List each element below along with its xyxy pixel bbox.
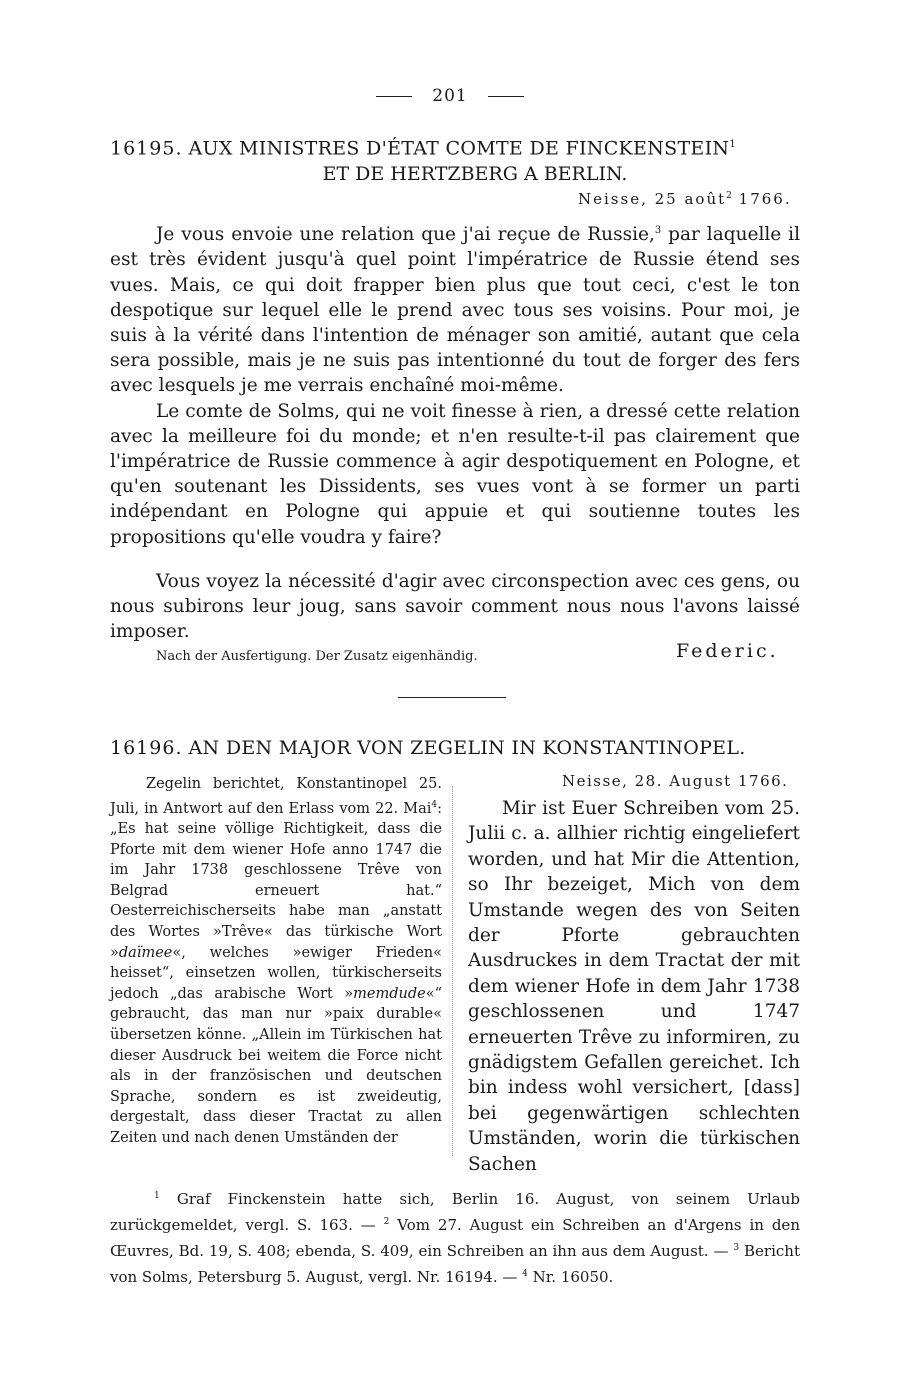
letter-1-dateline-footnote-mark: 2 xyxy=(726,191,732,201)
letter-1-paragraph-1-start: Je vous envoie une relation que j'ai reçue de Russie, xyxy=(156,224,655,246)
letter-2-summary-term-daimee: daïmee xyxy=(118,944,173,961)
footnote-1: Graf Finckenstein hatte sich, Berlin 16. August, von seinem Urlaub zurückgemeldet, vergl. S. 163. — xyxy=(110,1190,800,1234)
letter-1-paragraph-1 xyxy=(110,218,800,399)
letter-1-title-part-2: ET DE HERTZBERG A BERLIN. xyxy=(322,163,628,186)
page-number: 201 xyxy=(432,86,468,106)
letter-1-heading xyxy=(110,132,800,187)
letter-2-body-text: Mir ist Euer Schreiben vom 25. Julii c. a. allhier richtig eingeliefert worden, und hat Mir die Attention, so Ihr bezeiget, Mich von dem Umstande wegen des von Seiten der Pforte gebrauchten Ausdruckes in dem Tractat der mit dem wiener Hofe in dem Jahr 1738 geschlossenen und 1747 erneuerten Trêve zu informiren, zu gnädigstem Gefallen gereichet. Ich bin indess wohl versichert, [dass] bei gegenwärtigen schlechten Umständen, worin die türkischen Sachen xyxy=(468,798,800,1175)
footnote-1-mark: 1 xyxy=(154,1191,160,1201)
letter-2-title: AN DEN MAJOR VON ZEGELIN IN KONSTANTINOPEL. xyxy=(188,737,746,759)
letter-1-paragraph-1-rest: par laquelle il est très évident jusqu'à quel point l'impératrice de Russie étend ses vues. Mais, ce qui doit frapper bien plus que tout ceci, c'est le ton despotique sur lequel elle le prend avec tous ses voisins. Pour moi, je suis à la vérité dans l'intention de ménager son amitié, autant que cela sera possible, mais je ne suis pas intentionné du tout de forger des fers avec lesquels je me verrais enchaîné moi-même. xyxy=(110,224,800,397)
footnote-4-mark: 4 xyxy=(522,1269,528,1279)
letter-1-paragraph-1-footnote-mark: 3 xyxy=(654,225,662,236)
letter-2-summary-part-4: «“ gebraucht, das man nur »paix durable« übersetzen könne. „Allein im Türkischen hat dieser Ausdruck bei weitem die Force nicht als in der französischen und deutschen Sprache, sondern es ist zweideutig, dergestalt, dass dieser Tractat zu allen Zeiten und nach denen Umständen der xyxy=(110,985,442,1146)
page-number-dash-right xyxy=(488,96,524,97)
letter-1-paragraph-3: Vous voyez la nécessité d'agir avec circonspection avec ces gens, ou nous subirons leur joug, sans savoir comment nous nous l'avons laissé imposer. xyxy=(110,570,800,643)
letter-1-heading-line-1 xyxy=(110,132,800,161)
footnote-3-mark: 3 xyxy=(733,1243,740,1253)
footnotes xyxy=(110,1185,800,1289)
letter-1-source-note: Nach der Ausfertigung. Der Zusatz eigenhändig. xyxy=(156,649,478,664)
footnote-2-mark: 2 xyxy=(383,1217,390,1227)
footnotes-text xyxy=(110,1185,800,1289)
footnote-4: Nr. 16050. xyxy=(532,1268,614,1286)
letter-1-body xyxy=(110,218,800,644)
letter-2-summary-footnote-mark: 4 xyxy=(431,799,438,810)
letter-1-dateline-place: Neisse, xyxy=(578,190,648,208)
letter-2-body xyxy=(468,796,800,1177)
letter-2-summary-text xyxy=(110,774,442,1149)
page-number-line xyxy=(0,86,900,106)
footnote-2: Vom 27. August ein Schreiben an d'Argens in den Œuvres, Bd. 19, S. 408; ebenda, S. 409, ein Schreiben an ihn aus dem August. — xyxy=(110,1216,800,1260)
letter-2-number: 16196. xyxy=(110,737,183,759)
letter-1-dateline-date: 25 août xyxy=(654,190,727,208)
letter-2-summary-start: Zegelin berichtet, Konstantinopel 25. Juli, in Antwort auf den Erlass vom 22. Mai xyxy=(110,776,442,817)
letter-1-paragraph-2: Le comte de Solms, qui ne voit finesse à rien, a dressé cette relation avec la meilleure foi du monde; et n'en resulte-t-il pas clairement que l'impératrice de Russie commence à agir despotiquement en Pologne, et qu'en soutenant les Dissidents, ses vues vont à se former un parti indépendant en Pologne qui appuie et qui soutienne toutes les propositions qu'elle voudra y faire? xyxy=(110,400,800,548)
letter-2-summary xyxy=(110,774,442,1149)
column-divider xyxy=(452,786,453,1156)
page-number-dash-left xyxy=(376,96,412,97)
letter-2-dateline: Neisse, 28. August 1766. xyxy=(562,772,789,790)
letter-1-title-part-1: AUX MINISTRES D'ÉTAT COMTE DE FINCKENSTEIN xyxy=(188,137,730,160)
letter-1-title-footnote-mark: 1 xyxy=(729,139,736,150)
letter-2-summary-part-2: : „Es hat seine völlige Richtigkeit, dass die Pforte mit dem wiener Hofe anno 1747 die im Jahr 1738 geschlossene Trêve von Belgrad erneuert hat.“ Oesterreichischerseits habe man „anstatt des Wortes »Trêve« das türkische Wort » xyxy=(110,800,442,961)
letter-1-dateline xyxy=(578,190,792,208)
letter-2-summary-term-memdude: memdude xyxy=(353,985,426,1002)
letter-1-number: 16195. xyxy=(110,137,183,160)
footnote-3: Bericht von Solms, Petersburg 5. August, vergl. Nr. 16194. — xyxy=(110,1242,800,1286)
letter-2-heading xyxy=(110,735,800,761)
section-divider-rule xyxy=(398,697,506,698)
letter-1-signature: Federic. xyxy=(676,640,779,662)
letter-2-summary-part-3: «, welches »ewiger Frieden« heisset“, einsetzen wollen, türkischerseits jedoch „das arabische Wort » xyxy=(110,944,442,1002)
letter-1-dateline-year: 1766. xyxy=(738,190,792,208)
